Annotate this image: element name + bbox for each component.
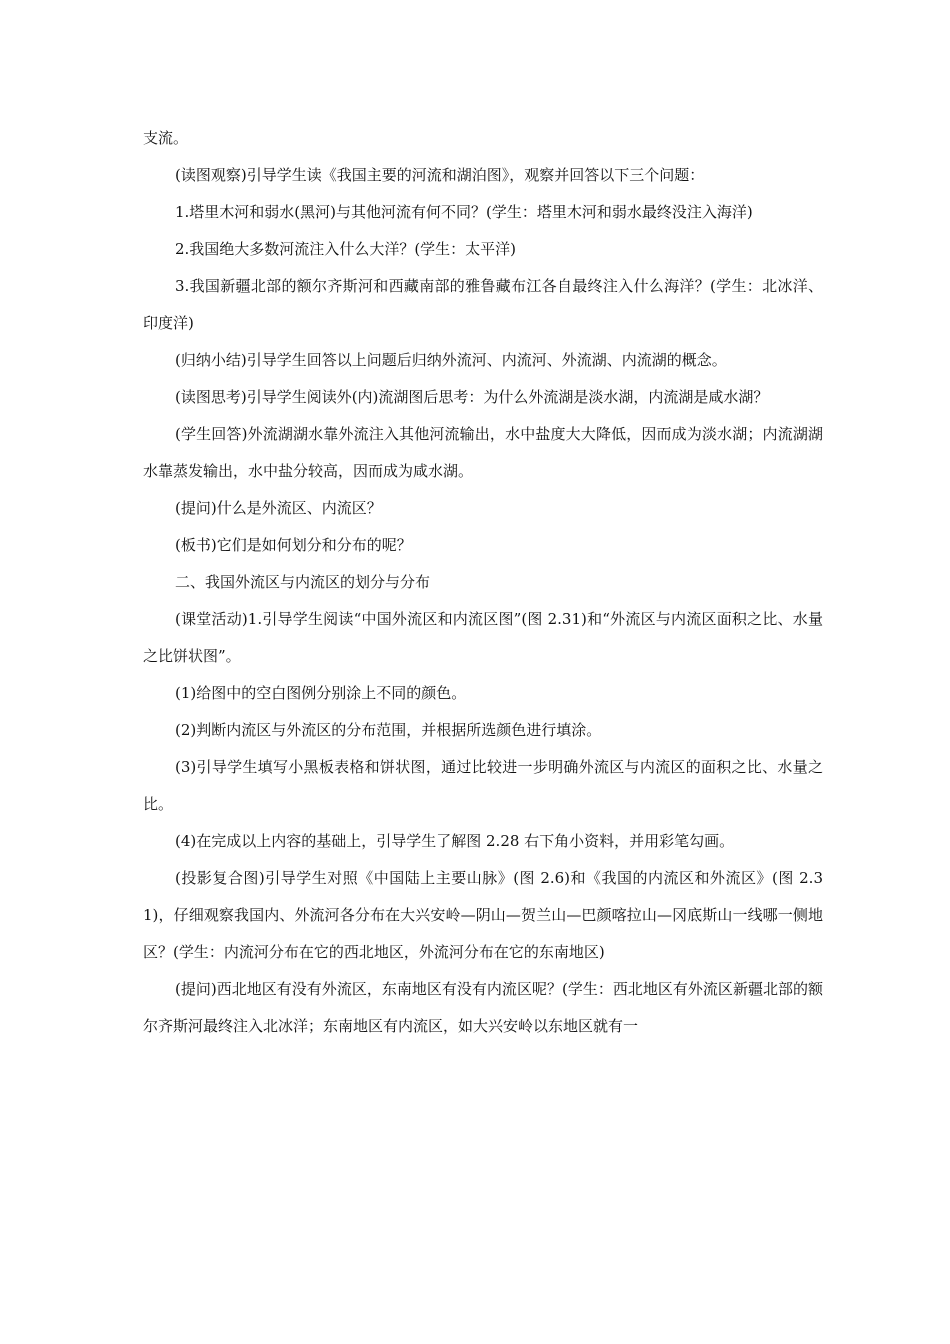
paragraph: (提问)什么是外流区、内流区？ [175,499,382,517]
paragraph: (2)判断内流区与外流区的分布范围，并根据所选颜色进行填涂。 [175,721,602,739]
paragraph: 支流。 [143,129,189,147]
paragraph: (1)给图中的空白图例分别涂上不同的颜色。 [175,684,467,702]
section-heading: 二、我国外流区与内流区的划分与分布 [175,573,431,591]
paragraph: (归纳小结)引导学生回答以上问题后归纳外流河、内流河、外流湖、内流湖的概念。 [175,351,727,369]
paragraph: (板书)它们是如何划分和分布的呢？ [175,536,412,554]
paragraph: (3)引导学生填写小黑板表格和饼状图，通过比较进一步明确外流区与内流区的面积之比、水量之比。 [143,758,823,813]
paragraph: (投影复合图)引导学生对照《中国陆上主要山脉》(图 2.6)和《我国的内流区和外流区》(图 2.31)，仔细观察我国内、外流河各分布在大兴安岭—阴山—贺兰山—巴颜喀拉山—冈底斯山一线哪一侧地区？(学生：内流河分布在它的西北地区，外流河分布在它的东南地区) [143,869,823,961]
paragraph: 1.塔里木河和弱水(黑河)与其他河流有何不同？(学生：塔里木河和弱水最终没注入海洋) [175,203,753,221]
paragraph: (读图观察)引导学生读《我国主要的河流和湖泊图》，观察并回答以下三个问题： [175,166,705,184]
paragraph: (课堂活动)1.引导学生阅读“中国外流区和内流区图”(图 2.31)和“外流区与内流区面积之比、水量之比饼状图”。 [143,610,823,665]
paragraph: 3.我国新疆北部的额尔齐斯河和西藏南部的雅鲁藏布江各自最终注入什么海洋？(学生：北冰洋、印度洋) [143,277,823,332]
paragraph: (提问)西北地区有没有外流区，东南地区有没有内流区呢？(学生：西北地区有外流区新疆北部的额尔齐斯河最终注入北冰洋；东南地区有内流区，如大兴安岭以东地区就有一 [143,980,823,1035]
document-body [143,120,823,1045]
paragraph: (读图思考)引导学生阅读外(内)流湖图后思考：为什么外流湖是淡水湖，内流湖是咸水湖？ [175,388,769,406]
paragraph: (学生回答)外流湖湖水靠外流注入其他河流输出，水中盐度大大降低，因而成为淡水湖；内流湖湖水靠蒸发输出，水中盐分较高，因而成为咸水湖。 [143,425,823,480]
paragraph: 2.我国绝大多数河流注入什么大洋？(学生：太平洋) [175,240,517,258]
paragraph: (4)在完成以上内容的基础上，引导学生了解图 2.28 右下角小资料，并用彩笔勾画。 [175,832,735,850]
